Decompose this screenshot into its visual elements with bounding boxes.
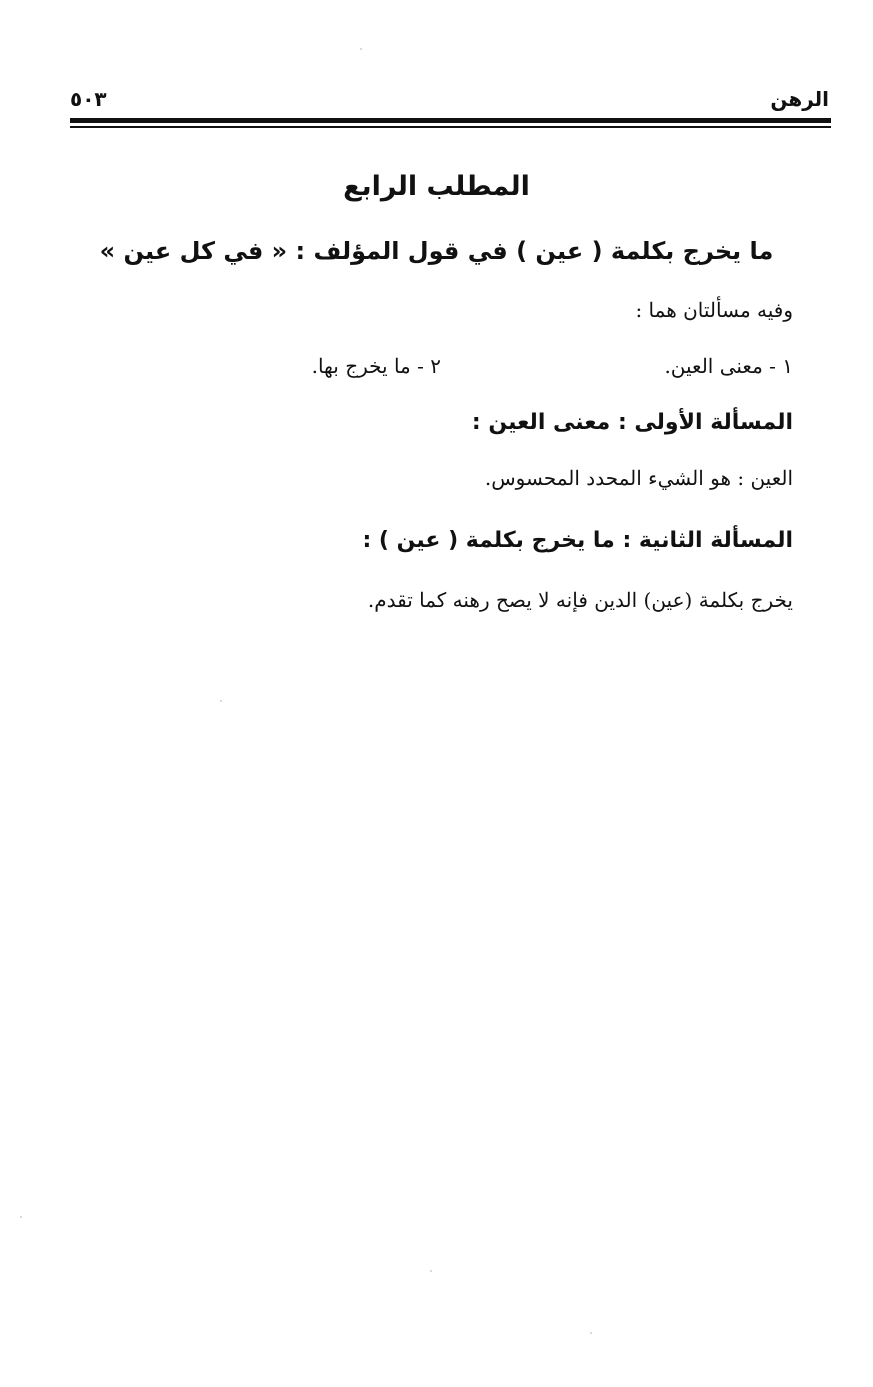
answer-paragraph: يخرج بكلمة (عين) الدين فإنه لا يصح رهنه كما تقدم.	[367, 588, 793, 612]
scan-speck	[590, 1332, 592, 1334]
scan-speck	[360, 48, 362, 50]
question-heading: المسألة الثانية : ما يخرج بكلمة ( عين ) :	[362, 528, 793, 553]
chapter-title: الرهن	[770, 87, 829, 111]
scan-speck	[430, 1270, 432, 1272]
list-item: ٢ - ما يخرج بها.	[311, 354, 441, 378]
header-rule-thin	[70, 126, 831, 128]
list-item: ١ - معنى العين.	[664, 354, 793, 378]
running-header	[70, 82, 829, 116]
section-heading: المطلب الرابع	[343, 171, 530, 202]
section-subheading: ما يخرج بكلمة ( عين ) في قول المؤلف : « في كل عين »	[99, 237, 774, 265]
header-rule-thick	[70, 118, 831, 123]
answer-paragraph: العين : هو الشيء المحدد المحسوس.	[484, 466, 793, 490]
question-heading: المسألة الأولى : معنى العين :	[471, 410, 793, 435]
page-number: ٥٠٣	[70, 87, 107, 111]
scan-speck	[20, 1216, 22, 1218]
scan-speck	[220, 700, 222, 702]
intro-text: وفيه مسألتان هما :	[635, 298, 793, 322]
